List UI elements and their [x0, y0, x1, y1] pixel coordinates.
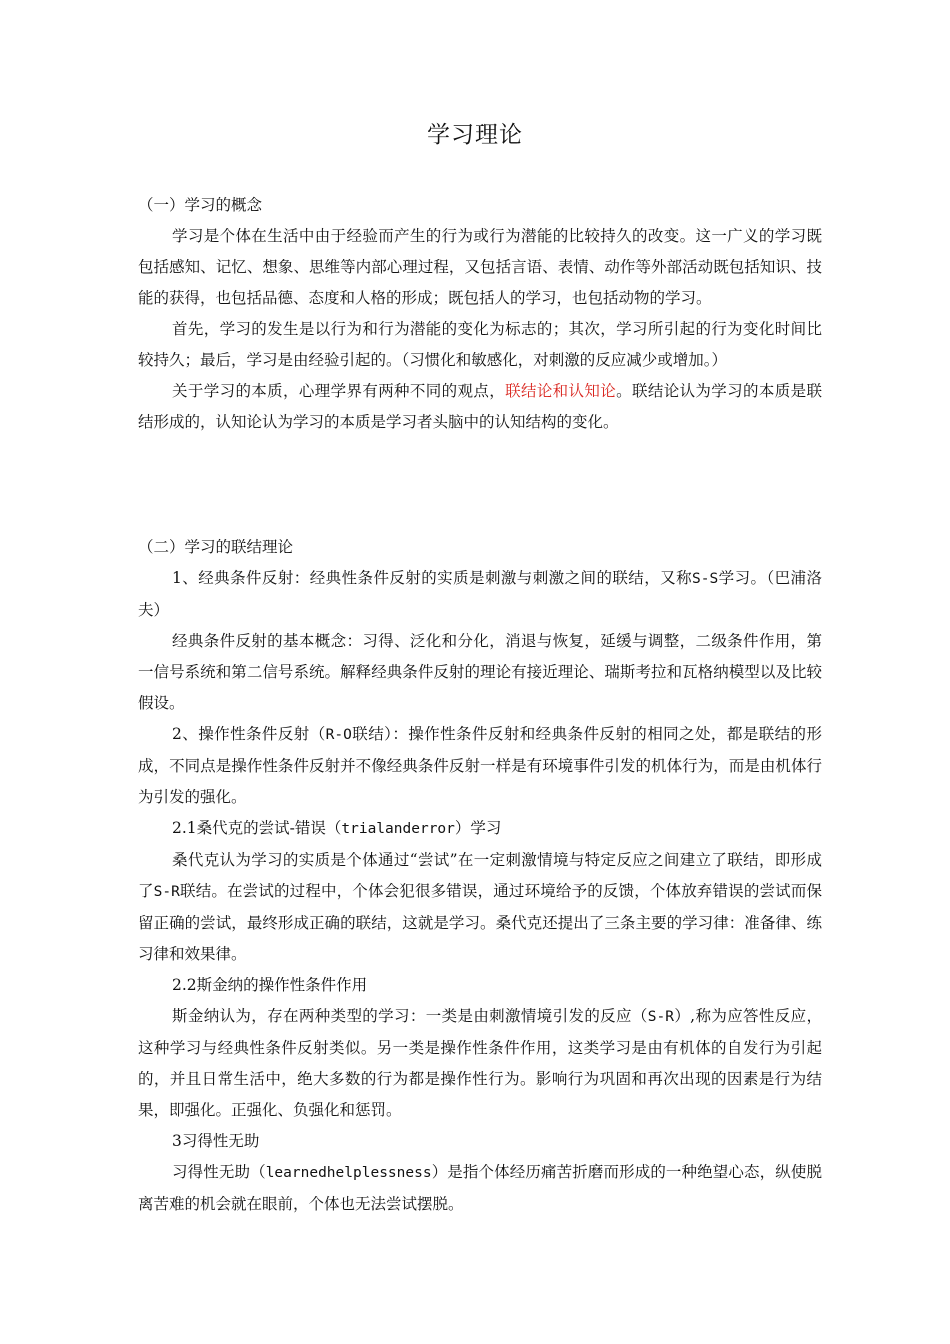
paragraph-classical-concepts: 经典条件反射的基本概念：习得、泛化和分化，消退与恢复，延缓与调整，二级条件作用，第一信号系统和第二信号系统。解释经典条件反射的理论有接近理论、瑞斯考拉和瓦格纳模型以及比较假设。	[138, 632, 822, 712]
highlight-theories: 联结论和认知论	[505, 382, 617, 400]
paragraph-criteria: 首先，学习的发生是以行为和行为潜能的变化为标志的；其次，学习所引起的行为变化时间比较持久；最后，学习是由经验引起的。（习惯化和敏感化，对刺激的反应减少或增加。）	[138, 320, 822, 369]
section-concept	[138, 190, 822, 438]
code-sr: S-R	[153, 884, 180, 900]
paragraph-thorndike-text: 桑代克认为学习的实质是个体通过“尝试”在一定刺激情境与特定反应之间建立了联结，即形成了	[138, 851, 822, 900]
code-learned-helplessness: learnedhelplessness	[265, 1165, 432, 1181]
code-sr-2: S-R	[647, 1009, 674, 1025]
paragraph-operant	[138, 719, 822, 813]
subheading-thorndike-rest: ）学习	[454, 819, 502, 837]
paragraph-skinner	[138, 1001, 822, 1126]
subheading-thorndike-text: 2.1桑代克的尝试-错误（	[172, 819, 342, 837]
paragraph-helplessness	[138, 1157, 822, 1220]
subheading-thorndike	[138, 813, 822, 845]
page-title: 学习理论	[427, 122, 523, 148]
paragraph-skinner-rest: ）,称为应答性反应，这种学习与经典性条件反射类似。另一类是操作性条件作用，这类学习是由有机体的自发行为引起的，并且日常生活中，绝大多数的行为都是操作性行为。影响行为巩固和再次出现的因素是行为结果，即强化。正强化、负强化和惩罚。	[138, 1007, 822, 1119]
paragraph-nature	[138, 376, 822, 438]
code-ss: S-S	[692, 571, 719, 587]
section-heading-concept: （一）学习的概念	[138, 196, 263, 214]
paragraph-thorndike-rest: 联结。在尝试的过程中，个体会犯很多错误，通过环境给予的反馈，个体放弃错误的尝试而保留正确的尝试，最终形成正确的联结，这就是学习。桑代克还提出了三条主要的学习律：准备律、练习律和效果律。	[138, 882, 822, 963]
paragraph-definition: 学习是个体在生活中由于经验而产生的行为或行为潜能的比较持久的改变。这一广义的学习既包括感知、记忆、想象、思维等内部心理过程，又包括言语、表情、动作等外部活动既包括知识、技能的获得，也包括品德、态度和人格的形成；既包括人的学习，也包括动物的学习。	[138, 227, 822, 307]
section-association	[138, 532, 822, 1220]
code-ro: R-O	[325, 727, 352, 743]
code-trial-and-error: trialanderror	[341, 821, 455, 837]
subheading-helplessness: 3习得性无助	[172, 1132, 260, 1150]
paragraph-nature-rest: 。联结论认为学习的本质是联结形成的，认知论认为学习的本质是学习者头脑中的认知结构的变化。	[138, 382, 822, 431]
paragraph-nature-text: 关于学习的本质，心理学界有两种不同的观点，	[172, 382, 506, 400]
paragraph-operant-text: 2、操作性条件反射（	[172, 725, 326, 743]
paragraph-operant-rest: 联结）：操作性条件反射和经典条件反射的相同之处，都是联结的形成，不同点是操作性条件反射并不像经典条件反射一样是有环境事件引发的机体行为，而是由机体行为引发的强化。	[138, 725, 822, 806]
paragraph-classical-text: 1、经典条件反射：经典性条件反射的实质是刺激与刺激之间的联结，又称	[172, 569, 693, 587]
paragraph-helplessness-text: 习得性无助（	[172, 1163, 266, 1181]
section-heading-association: （二）学习的联结理论	[138, 538, 294, 556]
paragraph-skinner-text: 斯金纳认为，存在两种类型的学习：一类是由刺激情境引发的反应（	[172, 1007, 648, 1025]
paragraph-classical	[138, 563, 822, 626]
paragraph-classical-rest: 学习。（巴浦洛夫）	[138, 569, 822, 619]
paragraph-thorndike	[138, 845, 822, 970]
subheading-skinner: 2.2斯金纳的操作性条件作用	[172, 976, 368, 994]
paragraph-helplessness-rest: ）是指个体经历痛苦折磨而形成的一种绝望心态，纵使脱离苦难的机会就在眼前，个体也无法尝试摆脱。	[138, 1163, 822, 1213]
